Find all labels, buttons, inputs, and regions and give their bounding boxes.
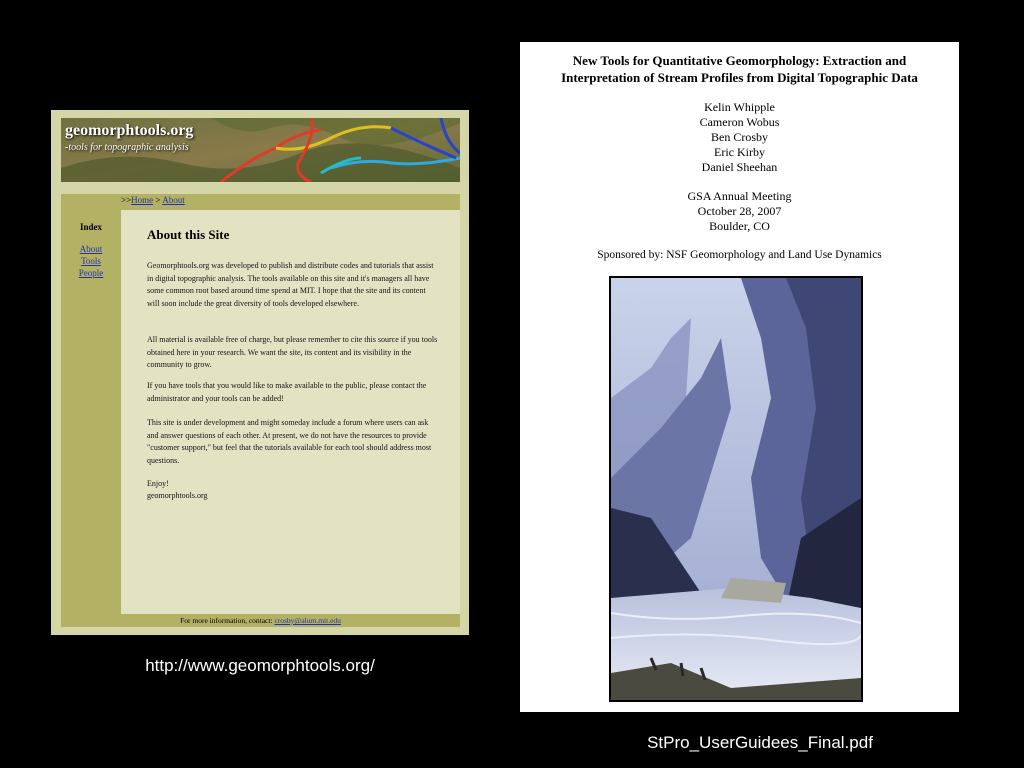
footer-email-link[interactable]: crosby@alum.mit.edu xyxy=(274,616,341,625)
pdf-title-line-1: New Tools for Quantitative Geomorphology: Extraction and xyxy=(572,53,907,68)
page-title: About this Site xyxy=(147,227,230,242)
author-name: Ben Crosby xyxy=(711,130,768,144)
pdf-title-line-2: Interpretation of Stream Profiles from Digital Topographic Data xyxy=(561,70,918,85)
event-name: GSA Annual Meeting xyxy=(687,189,792,203)
canyon-river-image xyxy=(611,278,861,700)
index-link-people[interactable]: People xyxy=(78,268,104,278)
breadcrumb-home-link[interactable]: Home xyxy=(131,195,154,205)
event-date: October 28, 2007 xyxy=(697,204,782,218)
author-name: Daniel Sheehan xyxy=(701,160,778,174)
site-footer xyxy=(61,614,460,627)
about-paragraph-4: This site is under development and might someday include a forum where users can ask and answer questions of each other. At present, we do not have the resources to provide "customer support," but feel that the tutorials available for each tool should address most questions. xyxy=(147,418,432,465)
index-heading: Index xyxy=(79,222,102,232)
about-paragraph-2: All material is available free of charge, but please remember to cite this source if you tools obtained here in your research. We want the site, its content and its visibility in the community to grow. xyxy=(147,335,438,369)
breadcrumb-bar xyxy=(61,194,460,210)
author-name: Eric Kirby xyxy=(714,145,765,159)
event-location: Boulder, CO xyxy=(709,219,770,233)
about-signature: geomorphtools.org xyxy=(147,491,208,500)
breadcrumb-prefix: >> xyxy=(121,195,132,205)
index-link-tools[interactable]: Tools xyxy=(81,256,101,266)
about-paragraph-3: If you have tools that you would like to make available to the public, please contact the administrator and your tools can be added! xyxy=(147,381,427,403)
site-content xyxy=(121,210,460,614)
website-screenshot xyxy=(51,110,469,635)
canyon-photo xyxy=(609,276,863,702)
author-name: Cameron Wobus xyxy=(699,115,780,129)
pdf-filename-caption: StPro_UserGuidees_Final.pdf xyxy=(647,733,873,752)
pdf-page xyxy=(520,42,959,712)
site-tagline: -tools for topographic analysis xyxy=(65,142,189,153)
footer-text: For more information, contact: xyxy=(180,616,275,625)
site-logo[interactable]: geomorphtools.org xyxy=(65,122,194,139)
index-link-about[interactable]: About xyxy=(79,244,103,254)
breadcrumb-separator: > xyxy=(153,195,163,205)
author-name: Kelin Whipple xyxy=(704,100,775,114)
breadcrumb-about-link[interactable]: About xyxy=(162,195,185,205)
sponsor-line: Sponsored by: NSF Geomorphology and Land Use Dynamics xyxy=(597,249,882,261)
pdf-title xyxy=(520,52,959,86)
about-paragraph-1: Geomorphtools.org was developed to publish and distribute codes and tutorials that assist in digital topographic analysis. The tools available on this site and it's managers all have some common root based around time spend at MIT. I hope that the site and its content will soon include the great diversity of tools developed elsewhere. xyxy=(147,261,434,308)
site-banner xyxy=(61,118,460,182)
about-paragraph-enjoy: Enjoy! xyxy=(147,479,169,488)
index-sidebar xyxy=(61,210,121,614)
site-url-caption: http://www.geomorphtools.org/ xyxy=(145,656,375,675)
breadcrumb xyxy=(121,195,185,205)
